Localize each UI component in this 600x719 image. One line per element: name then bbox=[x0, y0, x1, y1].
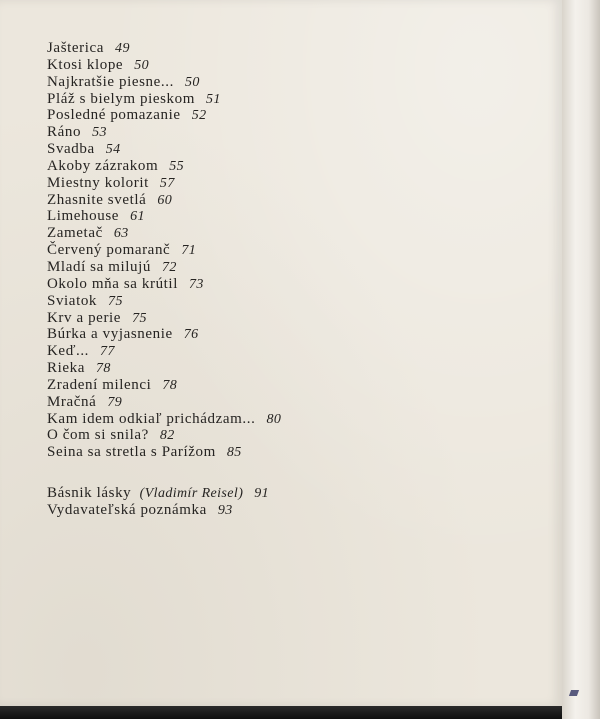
toc-entry-page: 80 bbox=[266, 411, 282, 427]
toc-entry-page: 53 bbox=[92, 125, 107, 141]
toc-entry-page: 51 bbox=[206, 91, 221, 107]
toc-entry-page: 77 bbox=[100, 344, 115, 360]
toc-entry-author: (Vladimír Reisel) bbox=[139, 486, 244, 502]
toc-entry bbox=[47, 276, 547, 293]
toc-entry-title: Rieka bbox=[47, 360, 85, 377]
toc-entry-page: 72 bbox=[162, 259, 177, 275]
toc-entry-title: O čom si snila? bbox=[47, 427, 149, 444]
toc-appendix-entry bbox=[47, 502, 547, 519]
toc-entry-page: 78 bbox=[96, 361, 111, 377]
toc-entry-page: 71 bbox=[181, 243, 197, 259]
toc-entry-page: 54 bbox=[105, 142, 121, 158]
toc-entry-page: 50 bbox=[184, 74, 200, 90]
toc-entry bbox=[47, 259, 547, 276]
section-gap bbox=[47, 461, 547, 485]
toc-entry bbox=[47, 377, 547, 394]
toc-entry-page: 60 bbox=[157, 192, 173, 208]
toc-entry-title: Keď... bbox=[47, 343, 90, 360]
toc-entry bbox=[47, 141, 547, 158]
toc-entry bbox=[47, 394, 547, 411]
toc-entry-page: 75 bbox=[108, 293, 123, 309]
toc-entry-page: 82 bbox=[159, 428, 175, 444]
toc-entry-page: 50 bbox=[134, 57, 149, 73]
toc-entry bbox=[47, 444, 547, 461]
toc-entry-page: 52 bbox=[191, 108, 207, 124]
toc-entry-title: Najkratšie piesne... bbox=[47, 73, 174, 90]
toc-entry-title: Miestny kolorit bbox=[47, 174, 149, 191]
toc-entry bbox=[47, 91, 547, 108]
toc-entry bbox=[47, 310, 547, 327]
toc-entry bbox=[47, 360, 547, 377]
toc-entry-page: 78 bbox=[162, 377, 178, 393]
toc-entry bbox=[47, 124, 547, 141]
toc-entry bbox=[47, 158, 547, 175]
toc-entry-title: Jašterica bbox=[47, 40, 105, 56]
toc-entry-title: Posledné pomazanie bbox=[47, 107, 181, 124]
toc-entry bbox=[47, 326, 547, 343]
toc-appendix-entry bbox=[47, 485, 547, 502]
toc-entry bbox=[47, 40, 547, 57]
toc-entry-page: 55 bbox=[169, 158, 185, 174]
toc-entry-page: 49 bbox=[115, 41, 130, 56]
toc-entry-title: Mladí sa milujú bbox=[47, 258, 151, 275]
toc-entry-title: Zhasnite svetlá bbox=[47, 191, 147, 208]
toc-entry-title: Okolo mňa sa krútil bbox=[47, 275, 178, 292]
toc-entry bbox=[47, 343, 547, 360]
toc-entry bbox=[47, 225, 547, 242]
toc-entry-title: Seina sa stretla s Parížom bbox=[47, 444, 216, 461]
toc-entry bbox=[47, 208, 547, 225]
toc-entry-title: Červený pomaranč bbox=[47, 242, 171, 259]
toc-entry-title: Zradení milenci bbox=[47, 376, 152, 393]
toc-entry-title: Kam idem odkiaľ prichádzam... bbox=[47, 410, 256, 427]
toc-entry-title: Ktosi klope bbox=[47, 56, 124, 73]
toc-entry-title: Pláž s bielym pieskom bbox=[47, 90, 196, 107]
toc-entry-title: Mračná bbox=[47, 393, 97, 410]
toc-entry bbox=[47, 411, 547, 428]
toc-entry-title: Zametač bbox=[47, 225, 103, 242]
scan-bottom-edge bbox=[0, 706, 562, 719]
table-of-contents bbox=[47, 40, 547, 519]
toc-entry bbox=[47, 242, 547, 259]
toc-entry bbox=[47, 175, 547, 192]
toc-entry-page: 76 bbox=[183, 327, 199, 343]
toc-entry-title: Limehouse bbox=[47, 208, 120, 225]
toc-entry bbox=[47, 74, 547, 91]
toc-entry-page: 73 bbox=[188, 276, 204, 292]
toc-entry-page: 63 bbox=[113, 226, 129, 242]
toc-entry-title: Vydavateľská poznámka bbox=[47, 501, 207, 518]
toc-entry-title: Ráno bbox=[47, 124, 82, 141]
toc-entry-page: 75 bbox=[132, 310, 147, 326]
toc-entry bbox=[47, 293, 547, 310]
toc-entry-title: Krv a perie bbox=[47, 309, 122, 326]
toc-entry-page: 57 bbox=[159, 175, 175, 191]
toc-entry bbox=[47, 57, 547, 74]
toc-entry-page: 93 bbox=[217, 502, 233, 518]
toc-entry-title: Búrka a vyjasnenie bbox=[47, 326, 173, 343]
toc-entry-page: 79 bbox=[107, 394, 123, 410]
toc-entry bbox=[47, 427, 547, 444]
toc-entry bbox=[47, 192, 547, 209]
toc-entry-title: Básnik lásky bbox=[47, 485, 132, 502]
toc-entry-page: 91 bbox=[254, 486, 270, 502]
toc-entry-page: 61 bbox=[130, 209, 145, 225]
toc-entry-page: 85 bbox=[226, 445, 242, 461]
toc-entry-title: Svadba bbox=[47, 141, 95, 158]
book-gutter bbox=[562, 0, 600, 719]
toc-entry-title: Sviatok bbox=[47, 292, 98, 309]
toc-entry-title: Akoby zázrakom bbox=[47, 157, 159, 174]
toc-entry bbox=[47, 107, 547, 124]
